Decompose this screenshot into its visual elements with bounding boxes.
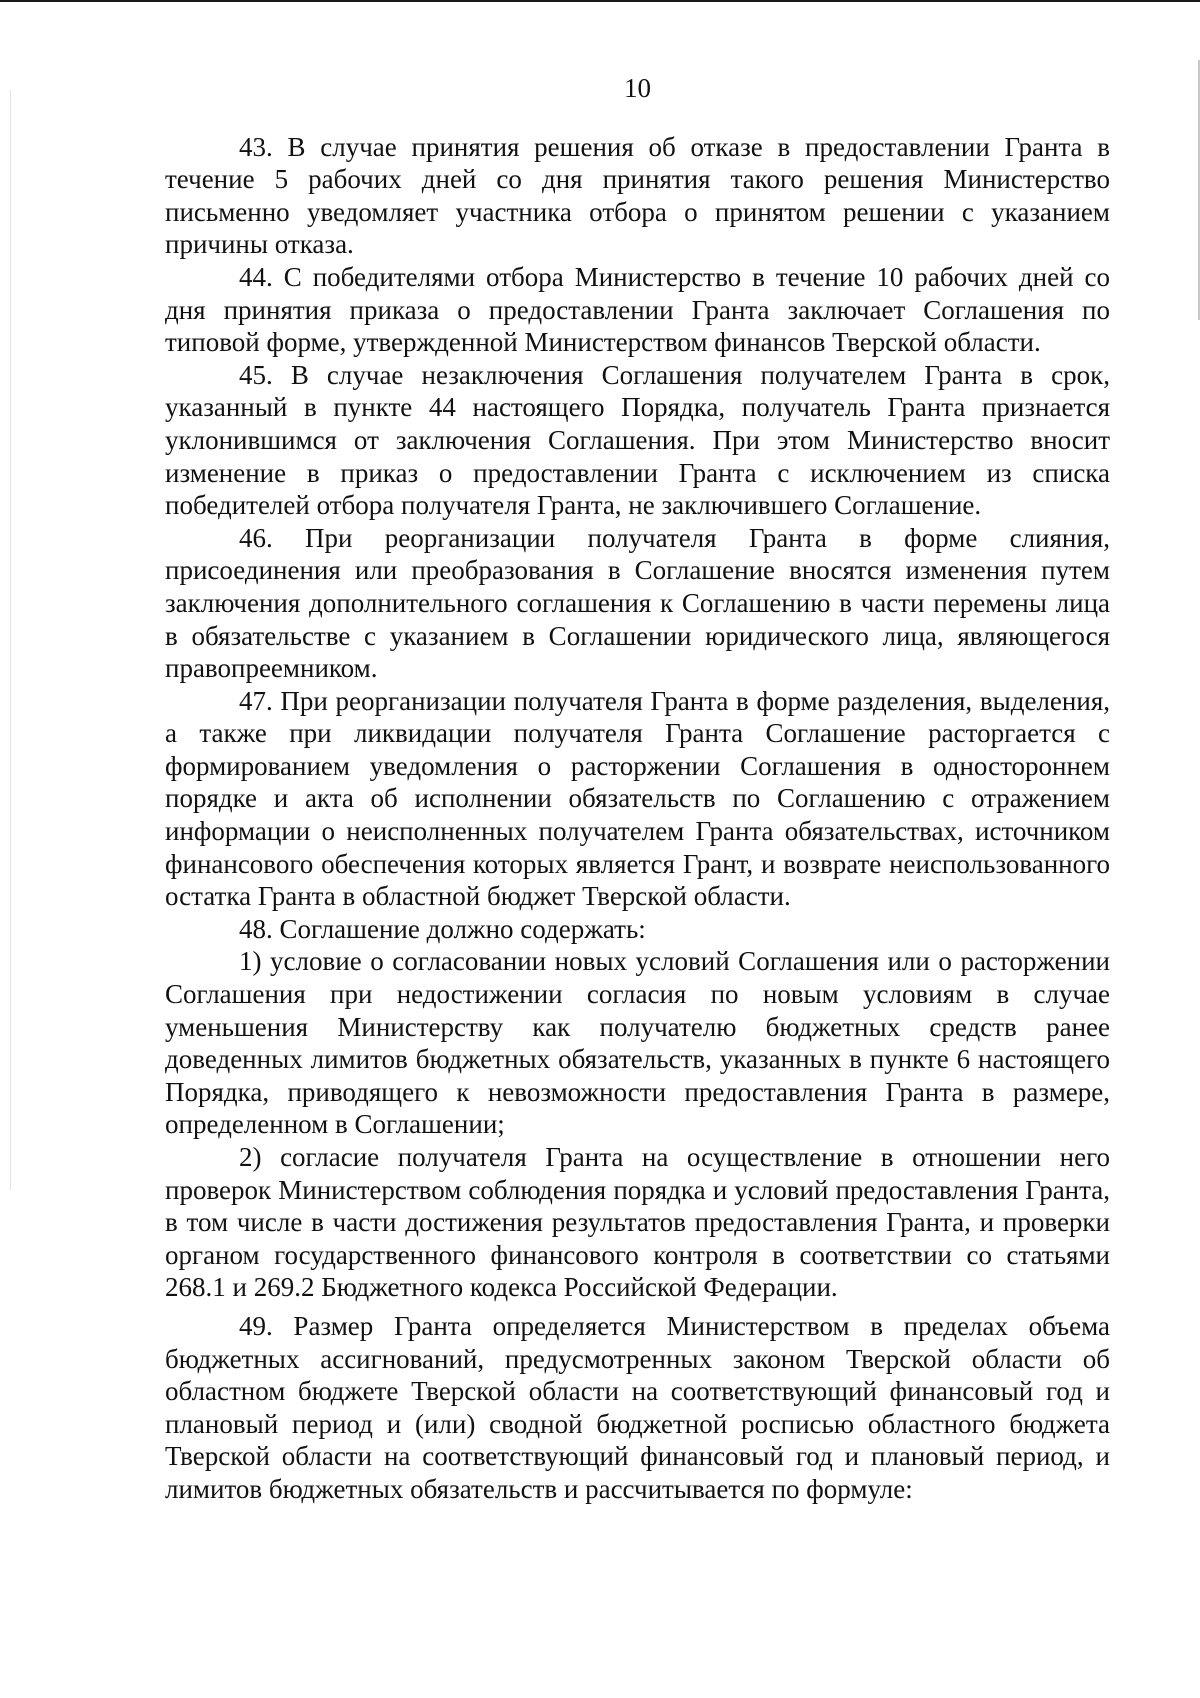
scan-edge-top xyxy=(0,0,1200,2)
list-item-48-2: 2) согласие получателя Гранта на осуществление в отношении него проверок Министерством соблюдения порядка и условий предоставления Гранта, в том числе в части достижения результатов предоставления Гранта, и проверки органом государственного финансового контроля в соответствии со статьями 268.1 и 269.2 Бюджетного кодекса Российской Федерации. xyxy=(165,1142,1110,1303)
paragraph-49: 49. Размер Гранта определяется Министерством в пределах объема бюджетных ассигнований, предусмотренных законом Тверской области об областном бюджете Тверской области на соответствующий финансовый год и плановый период и (или) сводной бюджетной росписью областного бюджета Тверской области на соответствующий финансовый год и плановый период, и лимитов бюджетных обязательств и рассчитывается по формуле: xyxy=(165,1310,1110,1504)
paragraph-44: 44. С победителями отбора Министерство в течение 10 рабочих дней со дня принятия приказа о предоставлении Гранта заключает Соглашения по типовой форме, утвержденной Министерством финансов Тверской области. xyxy=(165,261,1110,358)
list-item-48-1: 1) условие о согласовании новых условий Соглашения или о расторжении Соглашения при недостижении согласия по новым условиям в случае уменьшения Министерству как получателю бюджетных средств ранее доведенных лимитов бюджетных обязательств, указанных в пункте 6 настоящего Порядка, приводящего к невозможности предоставления Гранта в размере, определенном в Соглашении; xyxy=(165,946,1110,1140)
paragraph-43: 43. В случае принятия решения об отказе в предоставлении Гранта в течение 5 рабочих дней со дня принятия такого решения Министерство письменно уведомляет участника отбора о принятом решении с указанием причины отказа. xyxy=(165,131,1110,260)
paragraph-48: 48. Соглашение должно содержать: xyxy=(239,913,646,944)
paragraph-46: 46. При реорганизации получателя Гранта в форме слияния, присоединения или преобразования в Соглашение вносятся изменения путем заключения дополнительного соглашения к Соглашению в части перемены лица в обязательстве с указанием в Соглашении юридического лица, являющегося правопреемником. xyxy=(165,522,1110,684)
paragraph-47: 47. При реорганизации получателя Гранта в форме разделения, выделения, а также при ликвидации получателя Гранта Соглашение расторгается с формированием уведомления о расторжении Соглашения в одностороннем порядке и акта об исполнении обязательств по Соглашению с отражением информации о неисполненных получателем Гранта обязательствах, источником финансового обеспечения которых является Грант, и возврате неиспользованного остатка Гранта в областной бюджет Тверской области. xyxy=(165,685,1110,912)
page-number: 10 xyxy=(624,73,651,103)
document-page xyxy=(165,72,1110,1506)
paragraph-45: 45. В случае незаключения Соглашения получателем Гранта в срок, указанный в пункте 44 настоящего Порядка, получатель Гранта признается уклонившимся от заключения Соглашения. При этом Министерство вносит изменение в приказ о предоставлении Гранта с исключением из списка победителей отбора получателя Гранта, не заключившего Соглашение. xyxy=(165,359,1110,521)
scan-edge-left xyxy=(10,90,11,1190)
